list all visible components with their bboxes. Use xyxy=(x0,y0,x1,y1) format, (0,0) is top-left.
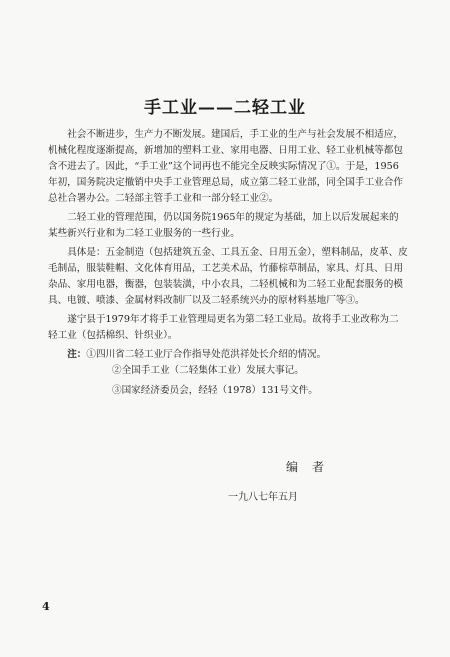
paragraph-2: 二轻工业的管理范围，仍以国务院1965年的规定为基础，加上以后发展起来的某些新兴行业和为二轻工业服务的一些行业。 xyxy=(48,212,399,239)
footnotes xyxy=(48,347,408,399)
paragraph-1: 社会不断进步，生产力不断发展。建国后，手工业的生产与社会发展不相适应，机械化程度逐渐提高，新增加的塑料工业、家用电器、日用工业、轻工业机械等都包含不进去了。因此，“手工业”这个词再也不能完全反映实际情况了①。于是，1956年初，国务院决定撤销中央手工业管理总局，成立第二轻工业部，同全国手工业合作总社合署办公。二轻部主管手工业和一部分轻工业②。 xyxy=(48,129,403,204)
page-number: 4 xyxy=(42,600,50,613)
footnote-1: ①四川省二轻工业厅合作指导处范洪祥处长介绍的情况。 xyxy=(86,349,327,360)
footnote-3: ③国家经济委员会，经轻（1978）131号文件。 xyxy=(112,385,318,396)
footnote-label: 注： xyxy=(67,349,87,360)
date-line: 一九八七年五月 xyxy=(228,492,298,503)
body-text xyxy=(48,127,408,403)
footnote-1-line xyxy=(48,347,408,363)
paragraph-4: 遂宁县于1979年才将手工业管理局更名为第二轻工业局。故将手工业改称为二轻工业（包括棉织、针织业）。 xyxy=(48,314,399,341)
page-title: 手工业——二轻工业 xyxy=(144,98,306,118)
paragraph-3: 具体是：五金制造（包括建筑五金、工具五金、日用五金），塑料制品，皮革、皮毛制品，服装鞋帽、文化体育用品，工艺美术品，竹藤棕草制品，家具、灯具、日用杂品、家用电器，衡器，包装装潢，中小农具，二轻机械和为二轻工业配套服务的模具、电镀、喷漆、金属材料改制厂以及二轻系统兴办的原材料基地厂等③。 xyxy=(48,247,408,306)
author-signature: 编者 xyxy=(286,460,339,474)
footnote-2: ②全国手工业（二轻集体工业）发展大事记。 xyxy=(112,365,304,376)
